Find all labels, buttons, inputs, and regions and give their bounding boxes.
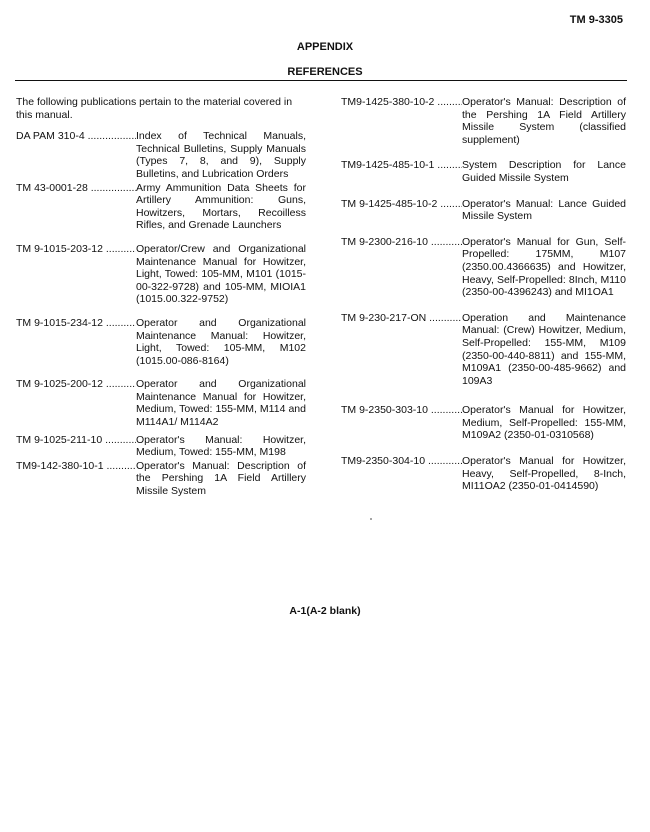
- intro-text: The following publications pertain to the material covered in this manual.: [16, 96, 293, 121]
- reference-description: Operator and Organizational Maintenance Manual: Howitzer, Light, Towed: 105-MM, M102 (1015.00-086-8164): [136, 316, 306, 367]
- references-title: REFERENCES: [287, 66, 363, 78]
- reference-entry: [341, 198, 626, 223]
- reference-description: System Description for Lance Guided Missile System: [462, 159, 626, 184]
- appendix-title: APPENDIX: [296, 41, 354, 53]
- reference-entry: [16, 378, 306, 428]
- tm-number: TM 9-3305: [569, 14, 623, 26]
- reference-description: Index of Technical Manuals, Technical Bulletins, Supply Manuals (Types 7, 8, and 9), Supply Bulletins, and Lubrication Orders: [136, 130, 306, 180]
- reference-id: TM 9-1025-200-12 .....: [16, 378, 136, 391]
- reference-id: TM9-142-380-10-1 .....: [16, 460, 136, 473]
- reference-id: TM 9-2300-216-10 .....: [341, 236, 462, 249]
- header-rule: [15, 80, 627, 81]
- reference-id: DA PAM 310-4 .....: [16, 130, 136, 143]
- reference-description: Army Ammunition Data Sheets for Artillery Ammunition: Guns, Howitzers, Mortars, Recoilless Rifles, and Grenade Launchers: [136, 181, 306, 232]
- reference-id: TM 43-0001-28 .....: [16, 182, 136, 195]
- reference-entry: [341, 159, 626, 184]
- reference-entry: [16, 182, 306, 232]
- right-column: [341, 96, 626, 506]
- reference-id: TM 9-1425-485-10-2 .....: [341, 198, 462, 211]
- reference-id: TM 9-230-217-ON .....: [341, 312, 462, 325]
- reference-id: TM9-1425-380-10-2 .....: [341, 96, 462, 109]
- reference-description: Operator's Manual for Gun, Self-Propelled: 175MM, M107 (2350.00.4366635) and Howitzer, Heavy, Self-Propelled: 8Inch, M110 (2350-00-4396243) and MI1OA1: [462, 235, 626, 299]
- reference-entry: [16, 130, 306, 180]
- reference-id: TM9-2350-304-10 .....: [341, 455, 462, 468]
- reference-description: Operator's Manual for Howitzer, Heavy, Self-Propelled, 8-Inch, MI11OA2 (2350-01-0414590): [462, 455, 626, 493]
- reference-id: TM 9-2350-303-10 .....: [341, 404, 462, 417]
- reference-entry: [341, 455, 626, 493]
- reference-id: TM 9-1025-211-10 .....: [16, 434, 136, 447]
- reference-description: Operator's Manual: Description of the Pershing 1A Field Artillery Missile System (classified supplement): [462, 96, 626, 146]
- reference-id: TM 9-1015-234-12 .....: [16, 317, 136, 330]
- reference-description: Operator and Organizational Maintenance Manual for Howitzer, Medium, Towed: 155-MM, M114 and M114A1/ M114A2: [136, 378, 306, 429]
- scan-speck: [370, 518, 372, 520]
- reference-description: Operator's Manual: Howitzer, Medium, Towed: 155-MM, M198: [136, 433, 306, 459]
- reference-id: TM 9-1015-203-12 .....: [16, 243, 136, 256]
- reference-entry: [16, 317, 306, 367]
- reference-description: Operator's Manual for Howitzer, Medium, Self-Propelled: 155-MM, M109A2 (2350-01-0310568): [462, 404, 626, 442]
- reference-entry: [16, 460, 306, 498]
- reference-description: Operator/Crew and Organizational Maintenance Manual for Howitzer, Light, Towed: 105-MM, M101 (1015-00-322-9728) and 105-MM, MIOIA1 (1015.00.322-9752): [136, 242, 306, 306]
- reference-id: TM9-1425-485-10-1 .....: [341, 159, 462, 172]
- reference-entry: [341, 312, 626, 388]
- reference-description: Operator's Manual: Lance Guided Missile System: [462, 197, 626, 223]
- reference-entry: [16, 243, 306, 306]
- page-footer: A-1(A-2 blank): [289, 605, 361, 617]
- reference-entry: [16, 434, 306, 459]
- reference-entry: [341, 96, 626, 146]
- reference-description: Operator's Manual: Description of the Pershing 1A Field Artillery Missile System: [136, 459, 306, 498]
- left-column: [16, 96, 306, 509]
- reference-entry: [341, 404, 626, 442]
- reference-description: Operation and Maintenance Manual: (Crew) Howitzer, Medium, Self-Propelled: 155-MM, M109 (2350-00-440-8811) and 155-MM, M109A1 (2350-00-485-9662) and 109A3: [462, 311, 626, 387]
- reference-entry: [341, 236, 626, 299]
